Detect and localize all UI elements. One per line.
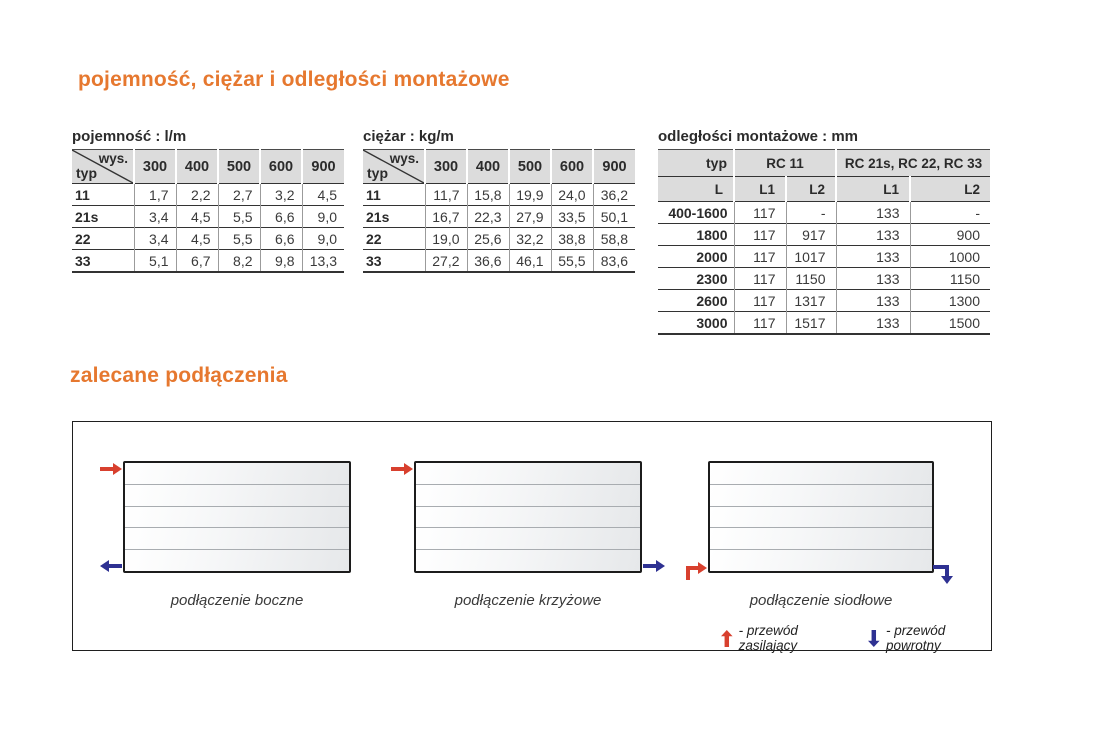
column-header: L2 [786, 177, 836, 202]
cell: 22,3 [467, 206, 509, 228]
supply-arrow-icon [391, 462, 413, 476]
connection-diagrams-box [72, 421, 992, 651]
cell: 8,2 [218, 250, 260, 273]
radiator-panel [125, 549, 349, 571]
column-header: 400 [176, 150, 218, 184]
cell: 1517 [786, 312, 836, 335]
page-title: pojemność, ciężar i odległości montażowe [78, 68, 510, 91]
distances-table [658, 149, 990, 335]
radiator-panel [710, 484, 932, 506]
cell: - [786, 202, 836, 224]
table-row [658, 290, 990, 312]
cell: 900 [910, 224, 990, 246]
radiator-panel [710, 549, 932, 571]
cell: 6,6 [260, 228, 302, 250]
diagonal-header-cell [363, 150, 425, 184]
distances-table-group [658, 128, 990, 335]
return-elbow-arrow-icon [933, 563, 959, 585]
cell: 13,3 [302, 250, 344, 273]
group-header-row [658, 150, 990, 177]
cell: 9,8 [260, 250, 302, 273]
cell: 117 [734, 246, 786, 268]
cell: 46,1 [509, 250, 551, 273]
table-row [363, 184, 635, 206]
cell: 5,1 [134, 250, 176, 273]
column-header: L2 [910, 177, 990, 202]
cell: 4,5 [176, 228, 218, 250]
capacity-table-group [72, 128, 344, 273]
cell: 117 [734, 268, 786, 290]
row-label: 22 [366, 230, 382, 247]
cell: 2,2 [176, 184, 218, 206]
diagram-caption: podłączenie boczne [170, 592, 304, 609]
cell: 1,7 [134, 184, 176, 206]
radiator-cross-connection [414, 461, 642, 573]
radiator-panel [416, 506, 640, 528]
legend-supply-label: - przewód zasilający [738, 623, 798, 653]
table-row [72, 184, 344, 206]
return-down-arrow-icon [868, 629, 880, 648]
supply-up-arrow-icon [721, 629, 733, 648]
table-row [72, 228, 344, 250]
cell: 1500 [910, 312, 990, 335]
row-label: 400-1600 [668, 204, 728, 221]
column-header: 600 [551, 150, 593, 184]
row-label: 21s [366, 208, 390, 225]
cell: 117 [734, 312, 786, 335]
cell: - [910, 202, 990, 224]
cell: 38,8 [551, 228, 593, 250]
cell: 83,6 [593, 250, 635, 273]
cell: 9,0 [302, 206, 344, 228]
row-label: 2600 [696, 292, 728, 309]
cell: 24,0 [551, 184, 593, 206]
cell: 36,6 [467, 250, 509, 273]
radiator-panel [125, 463, 349, 484]
capacity-table [72, 149, 344, 273]
cell: 1150 [786, 268, 836, 290]
diag-top-label: wys. [98, 151, 128, 166]
distances-table-title: odległości montażowe : mm [658, 128, 859, 145]
table-row [363, 228, 635, 250]
diag-bottom-label: typ [76, 165, 97, 181]
cell: 133 [836, 312, 910, 335]
cell: 6,6 [260, 206, 302, 228]
table-row [658, 224, 990, 246]
cell: 1150 [910, 268, 990, 290]
cell: 11,7 [425, 184, 467, 206]
cell: 117 [734, 202, 786, 224]
cell: 50,1 [593, 206, 635, 228]
row-label: 21s [75, 208, 99, 225]
cell: 4,5 [302, 184, 344, 206]
table-row [72, 250, 344, 273]
column-header: 300 [134, 150, 176, 184]
legend-return-label: - przewód powrotny [885, 623, 946, 653]
cell: 9,0 [302, 228, 344, 250]
cell: 3,2 [260, 184, 302, 206]
connections-section-title: zalecane podłączenia [70, 364, 288, 387]
row-label: 2300 [696, 270, 728, 287]
cell: 4,5 [176, 206, 218, 228]
column-header: L [658, 177, 734, 202]
cell: 19,0 [425, 228, 467, 250]
cell: 5,5 [218, 228, 260, 250]
cell: 27,2 [425, 250, 467, 273]
cell: 133 [836, 202, 910, 224]
radiator-panel [710, 506, 932, 528]
cell: 117 [734, 224, 786, 246]
header-row [72, 150, 344, 184]
radiator-panel [710, 463, 932, 484]
cell: 133 [836, 224, 910, 246]
column-header: 400 [467, 150, 509, 184]
radiator-panel [416, 484, 640, 506]
cell: 1017 [786, 246, 836, 268]
diagonal-header-cell [72, 150, 134, 184]
row-label: 11 [75, 186, 90, 203]
column-header: 500 [509, 150, 551, 184]
cell: 2,7 [218, 184, 260, 206]
subheader-row [658, 177, 990, 202]
column-header: L1 [734, 177, 786, 202]
column-header: 900 [302, 150, 344, 184]
capacity-table-title: pojemność : l/m [72, 128, 187, 145]
weight-table [363, 149, 635, 273]
group-header: typ [658, 150, 734, 177]
row-label: 11 [366, 186, 381, 203]
row-label: 3000 [696, 314, 728, 331]
radiator-panel [416, 463, 640, 484]
legend [721, 623, 991, 653]
column-header: 500 [218, 150, 260, 184]
cell: 16,7 [425, 206, 467, 228]
cell: 32,2 [509, 228, 551, 250]
weight-table-title: ciężar : kg/m [363, 128, 454, 145]
table-row [658, 268, 990, 290]
row-label: 2000 [696, 248, 728, 265]
diagram-caption: podłączenie krzyżowe [454, 592, 602, 609]
cell: 5,5 [218, 206, 260, 228]
cell: 6,7 [176, 250, 218, 273]
cell: 33,5 [551, 206, 593, 228]
cell: 133 [836, 246, 910, 268]
cell: 58,8 [593, 228, 635, 250]
group-header: RC 11 [734, 150, 836, 177]
cell: 36,2 [593, 184, 635, 206]
cell: 19,9 [509, 184, 551, 206]
supply-arrow-icon [100, 462, 122, 476]
table-row [658, 312, 990, 335]
cell: 133 [836, 290, 910, 312]
table-row [363, 250, 635, 273]
radiator-saddle-connection [708, 461, 934, 573]
cell: 133 [836, 268, 910, 290]
radiator-panel [416, 527, 640, 549]
table-row [363, 206, 635, 228]
radiator-panel [416, 549, 640, 571]
radiator-side-connection [123, 461, 351, 573]
cell: 15,8 [467, 184, 509, 206]
cell: 3,4 [134, 206, 176, 228]
radiator-panel [710, 527, 932, 549]
diag-bottom-label: typ [367, 165, 388, 181]
table-row [72, 206, 344, 228]
cell: 117 [734, 290, 786, 312]
radiator-panel [125, 484, 349, 506]
table-row [658, 246, 990, 268]
table-row [658, 202, 990, 224]
cell: 917 [786, 224, 836, 246]
row-label: 22 [75, 230, 91, 247]
column-header: 600 [260, 150, 302, 184]
radiator-panel [125, 506, 349, 528]
row-label: 1800 [696, 226, 728, 243]
return-arrow-icon [100, 559, 122, 573]
return-arrow-icon [643, 559, 665, 573]
cell: 1317 [786, 290, 836, 312]
column-header: 300 [425, 150, 467, 184]
column-header: L1 [836, 177, 910, 202]
cell: 1000 [910, 246, 990, 268]
radiator-panel [125, 527, 349, 549]
cell: 55,5 [551, 250, 593, 273]
supply-elbow-arrow-icon [684, 558, 708, 580]
cell: 1300 [910, 290, 990, 312]
cell: 3,4 [134, 228, 176, 250]
header-row [363, 150, 635, 184]
diag-top-label: wys. [389, 151, 419, 166]
group-header: RC 21s, RC 22, RC 33 [836, 150, 990, 177]
diagram-caption: podłączenie siodłowe [749, 592, 893, 609]
cell: 25,6 [467, 228, 509, 250]
column-header: 900 [593, 150, 635, 184]
weight-table-group [363, 128, 635, 273]
row-label: 33 [366, 252, 382, 269]
cell: 27,9 [509, 206, 551, 228]
row-label: 33 [75, 252, 91, 269]
